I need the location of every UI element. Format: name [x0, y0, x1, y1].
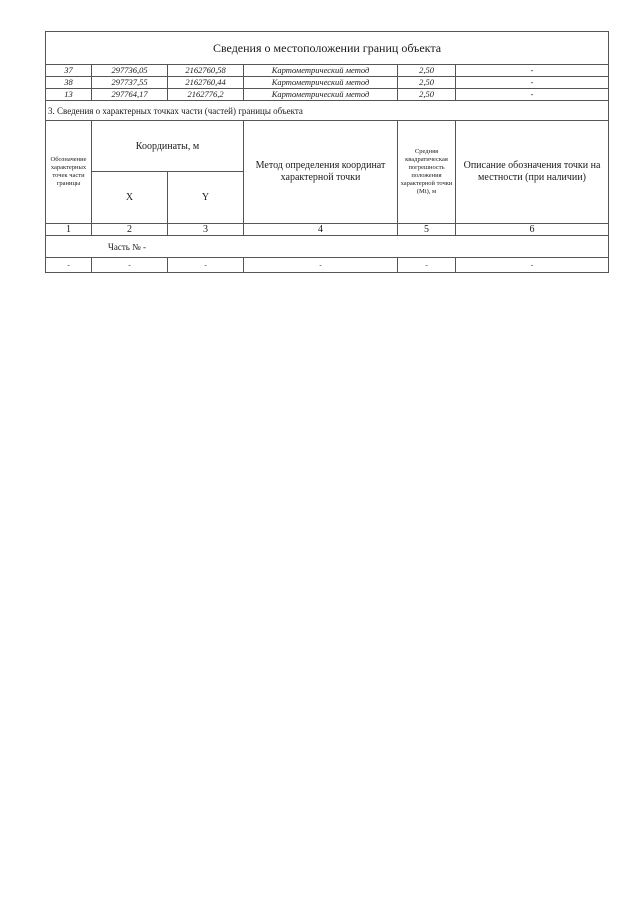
column-number: 4: [244, 224, 398, 236]
empty-cell: -: [92, 258, 168, 273]
header-description: Описание обозначения точки на местности (при наличии): [456, 121, 609, 224]
description-cell: -: [456, 77, 609, 89]
boundary-table: [45, 31, 609, 273]
coord-y: 2162760,58: [168, 65, 244, 77]
section-3-heading: 3. Сведения о характерных точках части (частей) границы объекта: [46, 101, 609, 121]
error-cell: 2,50: [398, 89, 456, 101]
coord-x: 297736,05: [92, 65, 168, 77]
description-cell: -: [456, 65, 609, 77]
header-x: X: [92, 172, 168, 224]
table-row: [46, 65, 609, 77]
column-number: 5: [398, 224, 456, 236]
empty-cell: -: [46, 258, 92, 273]
part-label: Часть № -: [46, 236, 609, 258]
empty-cell: -: [456, 258, 609, 273]
column-number: 1: [46, 224, 92, 236]
header-coordinates: Координаты, м: [92, 121, 244, 172]
header-point-designation: Обозначение характерных точек части границы: [46, 121, 92, 224]
header-error: Средняя квадратическая погрешность положения характерной точки (Mt), м: [398, 121, 456, 224]
coord-y: 2162760,44: [168, 77, 244, 89]
column-numbers-row: [46, 224, 609, 236]
table-title: Сведения о местоположении границ объекта: [46, 32, 609, 65]
error-cell: 2,50: [398, 77, 456, 89]
description-cell: -: [456, 89, 609, 101]
column-number: 3: [168, 224, 244, 236]
method-cell: Картометрический метод: [244, 65, 398, 77]
method-cell: Картометрический метод: [244, 89, 398, 101]
empty-cell: -: [244, 258, 398, 273]
error-cell: 2,50: [398, 65, 456, 77]
coord-x: 297737,55: [92, 77, 168, 89]
table-row: [46, 89, 609, 101]
table-row: [46, 258, 609, 273]
table-row: [46, 77, 609, 89]
point-number: 37: [46, 65, 92, 77]
coord-x: 297764,17: [92, 89, 168, 101]
point-number: 38: [46, 77, 92, 89]
column-number: 2: [92, 224, 168, 236]
empty-cell: -: [168, 258, 244, 273]
header-y: Y: [168, 172, 244, 224]
column-number: 6: [456, 224, 609, 236]
method-cell: Картометрический метод: [244, 77, 398, 89]
header-method: Метод определения координат характерной точки: [244, 121, 398, 224]
empty-cell: -: [398, 258, 456, 273]
point-number: 13: [46, 89, 92, 101]
coord-y: 2162776,2: [168, 89, 244, 101]
